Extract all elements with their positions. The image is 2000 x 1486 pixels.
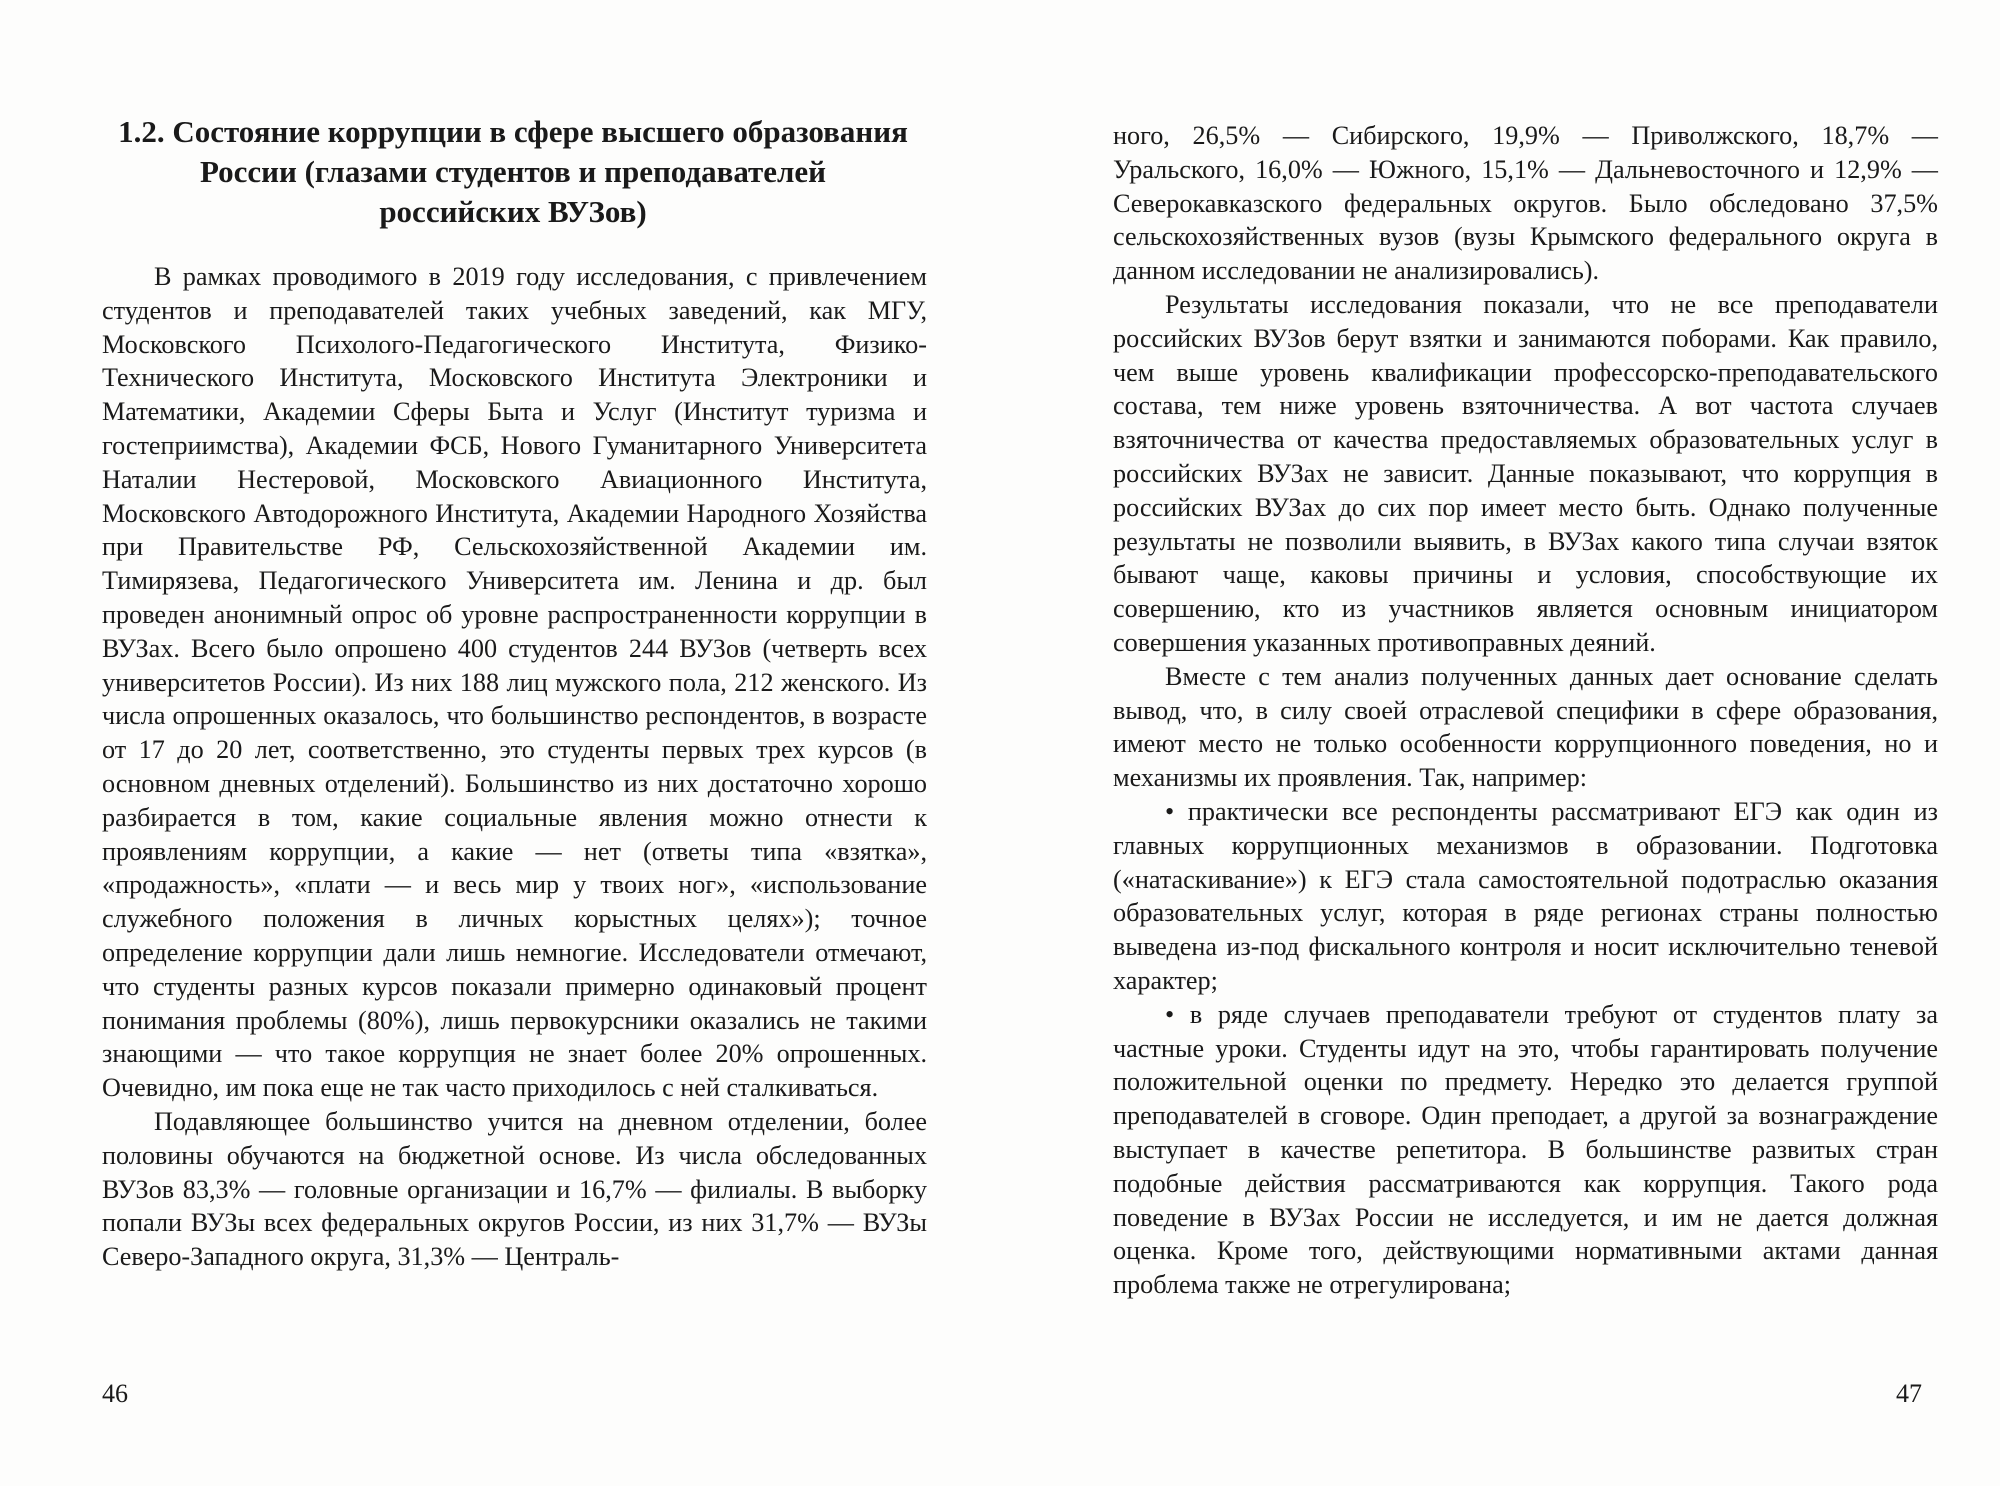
bullet-item: • практически все респонденты рассматривают ЕГЭ как один из главных коррупционных механизмов в образовании. Подготовка («натаскивание») к ЕГЭ стала самостоятельной подотраслью оказания образовательных услуг, которая в ряде регионах страны полностью выведена из-под фискального контроля и носит исключительно теневой характер;: [1113, 796, 1938, 995]
right-page: [1000, 0, 2000, 1486]
paragraph-continuation: ного, 26,5% — Сибирского, 19,9% — Приволжского, 18,7% — Уральского, 16,0% — Южного, 15,1% — Дальневосточного и 12,9% — Северокавказского федеральных округов. Было обследовано 37,5% сельскохозяйственных вузов (вузы Крымского федерального округа в данном исследовании не анализировались).: [1113, 121, 1938, 286]
bullet-item: • в ряде случаев преподаватели требуют от студентов плату за частные уроки. Студенты идут на это, чтобы гарантировать получение положительной оценки по предмету. Нередко это делается группой преподавателей в сговоре. Один преподает, а другой за вознаграждение выступает в качестве репетитора. В большинстве развитых стран подобные действия рассматриваются как коррупция. Такого рода поведение в ВУЗах России не исследуется, и им не дается должная оценка. Кроме того, действующими нормативными актами данная проблема также не отрегулирована;: [1113, 999, 1938, 1300]
right-body-text: [1113, 119, 1938, 1302]
page-number-left: 46: [102, 1379, 128, 1408]
heading-line-2: России (глазами студентов и преподавателей: [199, 154, 827, 189]
paragraph: Вместе с тем анализ полученных данных дает основание сделать вывод, что, в силу своей отраслевой специфики в сфере образования, имеют место не только особенности коррупционного поведения, но и механизмы их проявления. Так, например:: [1113, 661, 1938, 793]
heading-line-3: российских ВУЗов): [379, 194, 647, 229]
paragraph: Подавляющее большинство учится на дневном отделении, более половины обучаются на бюджетной основе. Из числа обследованных ВУЗов 83,3% — головные организации и 16,7% — филиалы. В выборку попали ВУЗы всех федеральных округов России, из них 31,7% — ВУЗы Северо-Западного округа, 31,3% — Централь-: [102, 1106, 927, 1272]
heading-line-1: 1.2. Состояние коррупции в сфере высшего образования: [118, 114, 908, 149]
paragraph: Результаты исследования показали, что не все преподаватели российских ВУЗов берут взятки и занимаются поборами. Как правило, чем выше уровень квалификации профессорско-преподавательского состава, тем ниже уровень взяточничества. А вот частота случаев взяточничества от качества предоставляемых образовательных услуг в российских ВУЗах не зависит. Данные показывают, что коррупция в российских ВУЗах до сих пор имеет место быть. Однако полученные результаты не позволили выявить, в ВУЗах какого типа случаи взяток бывают чаще, каковы причины и условия, способствующие их совершению, кто из участников является основным инициатором совершения указанных противоправных деяний.: [1113, 289, 1938, 657]
section-heading: [98, 112, 928, 232]
page-number-right: 47: [1896, 1379, 1922, 1408]
paragraph: В рамках проводимого в 2019 году исследования, с привлечением студентов и преподавателей таких учебных заведений, как МГУ, Московского Психолого-Педагогического Института, Физико-Технического Института, Московского Института Электроники и Математики, Академии Сферы Быта и Услуг (Институт туризма и гостеприимства), Академии ФСБ, Нового Гуманитарного Университета Наталии Нестеровой, Московского Авиационного Института, Московского Автодорожного Института, Академии Народного Хозяйства при Правительстве РФ, Сельскохозяйственной Академии им. Тимирязева, Педагогического Университета им. Ленина и др. был проведен анонимный опрос об уровне распространенности коррупции в ВУЗах. Всего было опрошено 400 студентов 244 ВУЗов (четверть всех университетов России). Из них 188 лиц мужского пола, 212 женского. Из числа опрошенных оказалось, что большинство респондентов, в возрасте от 17 до 20 лет, соответственно, это студенты первых трех курсов (в основном дневных отделений). Большинство из них достаточно хорошо разбирается в том, какие социальные явления можно отнести к проявлениям коррупции, а какие — нет (ответы типа «взятка», «продажность», «плати — и весь мир у твоих ног», «использование служебного положения в личных корыстных целях»); точное определение коррупции дали лишь немногие. Исследователи отмечают, что студенты разных курсов показали примерно одинаковый процент понимания проблемы (80%), лишь первокурсники оказались не такими знающими — что такое коррупция не знает более 20% опрошенных. Очевидно, им пока еще не так часто приходилось с ней сталкиваться.: [102, 262, 927, 1103]
left-body-text: [102, 260, 927, 1274]
